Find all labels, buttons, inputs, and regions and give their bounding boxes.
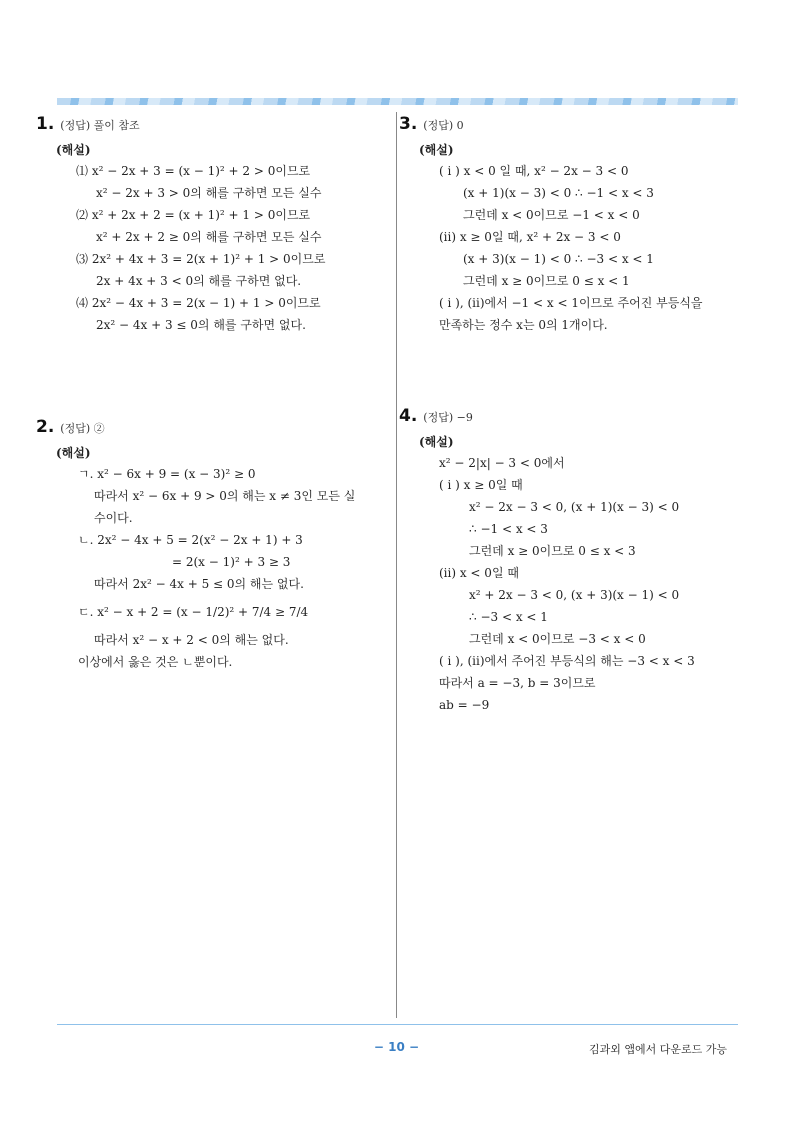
solution-line: ( i ), (ii)에서 주어진 부등식의 해는 −3 < x < 3 [439, 654, 695, 668]
solution-line: ⑵ x² + 2x + 2 = (x + 1)² + 1 > 0이므로 [76, 208, 311, 222]
answer-text: (정답) 0 [423, 119, 464, 132]
solution-line: 수이다. [94, 511, 133, 525]
solution-line: 그런데 x < 0이므로 −3 < x < 0 [469, 632, 646, 646]
solution-line: ( i ) x ≥ 0일 때 [439, 478, 523, 492]
question-3 [399, 113, 744, 336]
top-decorative-bar [57, 98, 738, 105]
solution-line: ( i ) x < 0 일 때, x² − 2x − 3 < 0 [439, 164, 629, 178]
solution-line: (ii) x ≥ 0일 때, x² + 2x − 3 < 0 [439, 230, 621, 244]
solution-line: 따라서 x² − 6x + 9 > 0의 해는 x ≠ 3인 모든 실 [94, 489, 356, 503]
solution-line: ab = −9 [439, 698, 490, 712]
solution-line: ( i ), (ii)에서 −1 < x < 1이므로 주어진 부등식을 [439, 296, 703, 310]
answer-text: (정답) −9 [423, 411, 473, 424]
solution-line: 그런데 x < 0이므로 −1 < x < 0 [463, 208, 640, 222]
solution-line: ∴ −3 < x < 1 [469, 610, 548, 624]
solution-line: ㄴ. 2x² − 4x + 5 = 2(x² − 2x + 1) + 3 [78, 533, 303, 547]
solution-line: x² + 2x − 3 < 0, (x + 3)(x − 1) < 0 [469, 588, 680, 602]
solution-heading: (해설) [56, 143, 91, 157]
solution-line: (x + 3)(x − 1) < 0 ∴ −3 < x < 1 [463, 252, 654, 266]
question-number: 1. [36, 114, 55, 134]
solution-heading: (해설) [56, 446, 91, 460]
solution-line: ㄷ. x² − x + 2 = (x − 1/2)² + 7/4 ≥ 7/4 [78, 605, 309, 619]
solution-line: ⑴ x² − 2x + 3 = (x − 1)² + 2 > 0이므로 [76, 164, 311, 178]
solution-line: x² − 2|x| − 3 < 0에서 [439, 456, 565, 470]
page-number: − 10 − [373, 1040, 420, 1054]
question-4 [399, 405, 744, 716]
solution-line: 따라서 2x² − 4x + 5 ≤ 0의 해는 없다. [94, 577, 304, 591]
solution-heading: (해설) [419, 435, 454, 449]
footer-divider [57, 1024, 738, 1025]
answer-text: (정답) 풀이 참조 [60, 119, 140, 132]
solution-line: x² − 2x − 3 < 0, (x + 1)(x − 3) < 0 [469, 500, 680, 514]
column-divider [396, 112, 397, 1018]
solution-line: 따라서 a = −3, b = 3이므로 [439, 676, 596, 690]
answer-text: (정답) ② [60, 422, 105, 435]
solution-line: 만족하는 정수 x는 0의 1개이다. [439, 318, 608, 332]
solution-line: 따라서 x² − x + 2 < 0의 해는 없다. [94, 633, 289, 647]
question-number: 2. [36, 417, 55, 437]
solution-line: (ii) x < 0일 때 [439, 566, 519, 580]
solution-line: 그런데 x ≥ 0이므로 0 ≤ x < 3 [469, 544, 636, 558]
solution-line: = 2(x − 1)² + 3 ≥ 3 [172, 555, 291, 569]
question-number: 3. [399, 114, 418, 134]
solution-heading: (해설) [419, 143, 454, 157]
solution-line: x² − 2x + 3 > 0의 해를 구하면 모든 실수 [96, 186, 322, 200]
solution-line: ㄱ. x² − 6x + 9 = (x − 3)² ≥ 0 [78, 467, 256, 481]
download-note: 김과외 앱에서 다운로드 가능 [588, 1043, 727, 1056]
question-number: 4. [399, 406, 418, 426]
solution-line: ⑷ 2x² − 4x + 3 = 2(x − 1) + 1 > 0이므로 [76, 296, 321, 310]
solution-line: 2x + 4x + 3 < 0의 해를 구하면 없다. [96, 274, 302, 288]
solution-line: ∴ −1 < x < 3 [469, 522, 548, 536]
solution-line: 2x² − 4x + 3 ≤ 0의 해를 구하면 없다. [96, 318, 306, 332]
question-2 [36, 416, 386, 673]
solution-line: (x + 1)(x − 3) < 0 ∴ −1 < x < 3 [463, 186, 654, 200]
solution-line: 이상에서 옳은 것은 ㄴ뿐이다. [78, 655, 233, 669]
solution-line: ⑶ 2x² + 4x + 3 = 2(x + 1)² + 1 > 0이므로 [76, 252, 326, 266]
solution-line: x² + 2x + 2 ≥ 0의 해를 구하면 모든 실수 [96, 230, 322, 244]
solution-line: 그런데 x ≥ 0이므로 0 ≤ x < 1 [463, 274, 630, 288]
question-1 [36, 113, 386, 336]
